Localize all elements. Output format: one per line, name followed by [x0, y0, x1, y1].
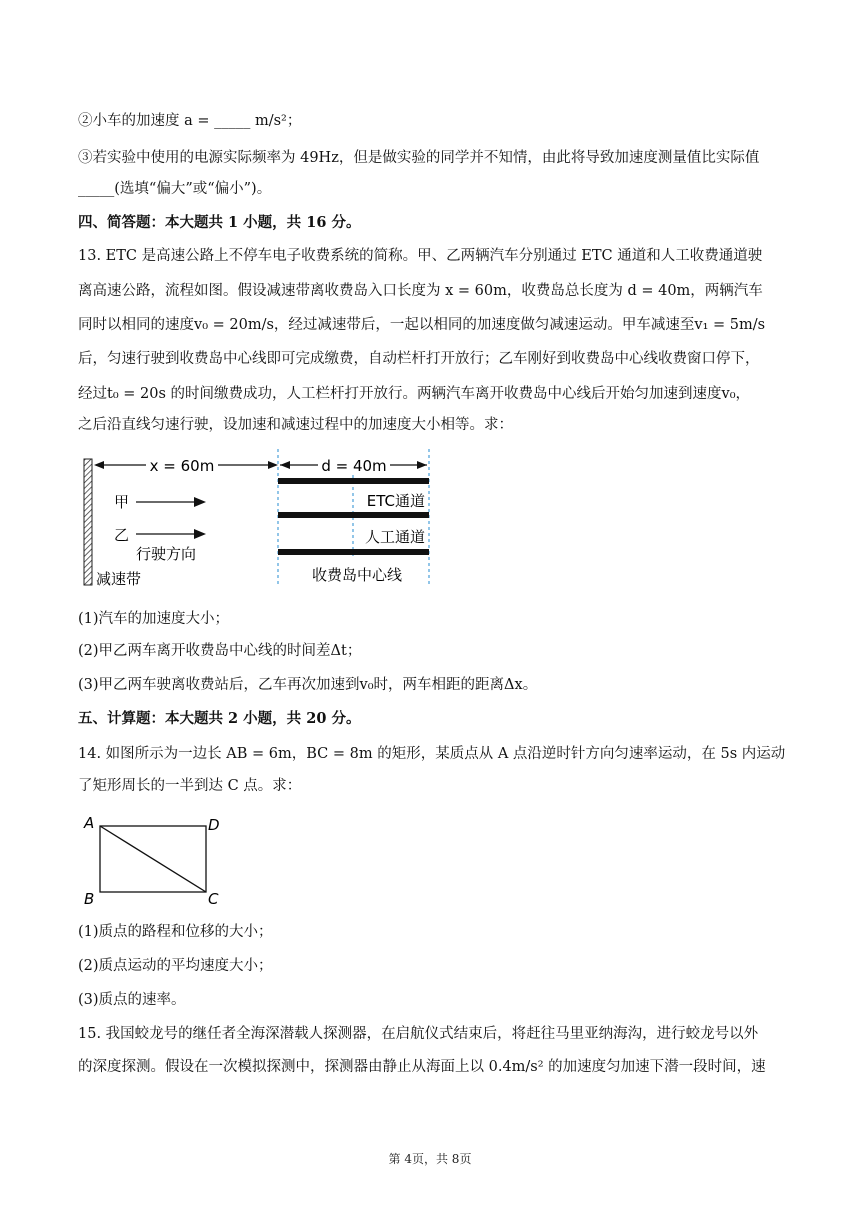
- car-jia-label: 甲: [114, 493, 130, 511]
- d-distance-label: d = 40m: [321, 457, 387, 475]
- text-line: 14. 如图所示为一边长 AB = 6m，BC = 8m 的矩形，某质点从 A 点沿逆时针方向匀速率运动，在 5s 内运动: [78, 746, 786, 762]
- manual-lane-label: 人工通道: [364, 528, 425, 546]
- rectangle-diagram: [80, 812, 230, 908]
- center-line-label: 收费岛中心线: [311, 566, 403, 584]
- text-line: ③若实验中使用的电源实际频率为 49Hz，但是做实验的同学并不知情，由此将导致加速度测量值比实际值: [78, 150, 760, 166]
- direction-label: 行驶方向: [136, 545, 197, 563]
- text-line: 离高速公路，流程如图。假设减速带离收费岛入口长度为 x = 60m，收费岛总长度为 d = 40m，两辆汽车: [78, 283, 763, 299]
- text-line: 后，匀速行驶到收费岛中心线即可完成缴费，自动栏杆打开放行；乙车刚好到收费岛中心线收费窗口停下，: [78, 351, 760, 367]
- etc-lane-label: ETC通道: [366, 492, 425, 510]
- text-line: 同时以相同的速度v₀ = 20m/s，经过减速带后，一起以相同的加速度做匀减速运动。甲车减速至v₁ = 5m/s: [78, 317, 766, 333]
- text-line: (1)汽车的加速度大小；: [78, 611, 230, 627]
- text-line: 13. ETC 是高速公路上不停车电子收费系统的简称。甲、乙两辆汽车分别通过 ETC 通道和人工收费通道驶: [78, 248, 763, 264]
- text-line: 之后沿直线匀速行驶，设加速和减速过程中的加速度大小相等。求：: [78, 417, 513, 433]
- speed-bump-bar: [84, 459, 92, 585]
- x-distance-label: x = 60m: [149, 457, 215, 475]
- text-line: 的深度探测。假设在一次模拟探测中，探测器由静止从海面上以 0.4m/s² 的加速度匀加速下潜一段时间，速: [78, 1059, 766, 1075]
- text-line: 15. 我国蛟龙号的继任者全海深潜载人探测器，在启航仪式结束后，将赶往马里亚纳海沟，进行蛟龙号以外: [78, 1026, 759, 1042]
- point-c-label: C: [208, 890, 219, 908]
- etc-diagram: [80, 447, 440, 592]
- section-heading: 四、简答题：本大题共 1 小题，共 16 分。: [78, 214, 361, 231]
- text-line: (3)甲乙两车驶离收费站后，乙车再次加速到v₀时，两车相距的距离Δx。: [78, 677, 538, 693]
- text-line: _____(选填“偏大”或“偏小”)。: [78, 181, 272, 197]
- text-line: (1)质点的路程和位移的大小；: [78, 924, 273, 940]
- point-b-label: B: [84, 890, 95, 908]
- text-line: 了矩形周长的一半到达 C 点。求：: [78, 778, 302, 794]
- text-line: 经过t₀ = 20s 的时间缴费成功，人工栏杆打开放行。两辆汽车离开收费岛中心线后开始匀加速到速度v₀，: [78, 386, 751, 402]
- text-line: (2)甲乙两车离开收费岛中心线的时间差Δt；: [78, 643, 362, 659]
- text-line: (3)质点的速率。: [78, 992, 186, 1008]
- text-line: ②小车的加速度 a = _____ m/s²；: [78, 113, 302, 129]
- text-line: (2)质点运动的平均速度大小；: [78, 958, 273, 974]
- section-heading: 五、计算题：本大题共 2 小题，共 20 分。: [78, 710, 361, 727]
- speed-bump-label: 减速带: [96, 570, 142, 588]
- point-d-label: D: [208, 816, 220, 834]
- car-yi-label: 乙: [114, 526, 130, 544]
- page-footer: 第 4页，共 8页: [388, 1152, 472, 1166]
- point-a-label: A: [84, 814, 95, 832]
